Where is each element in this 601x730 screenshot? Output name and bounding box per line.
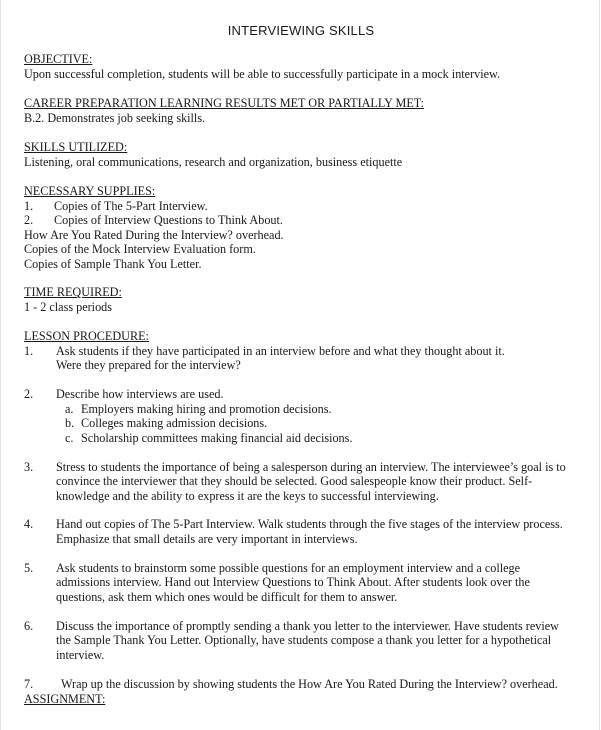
page-title: INTERVIEWING SKILLS (227, 23, 375, 38)
sub-item-label: b. (65, 416, 75, 430)
time-text: 1 - 2 class periods (24, 300, 113, 314)
sub-item-label: a. (65, 402, 74, 416)
step-line: knowledge and the ability to express it are the keys to successful interviewing. (56, 489, 439, 503)
step-line: Ask students if they have participated in an interview before and what they thought about it. (56, 344, 505, 358)
step-line: Stress to students the importance of being a salesperson during an interview. The interviewee’s goal is to (56, 460, 566, 474)
supply-number: 1. (24, 199, 34, 213)
supply-extra: Copies of the Mock Interview Evaluation form. (24, 242, 256, 256)
supply-extra: How Are You Rated During the Interview? overhead. (24, 228, 284, 242)
step-number: 7. (24, 677, 34, 691)
supply-extra: Copies of Sample Thank You Letter. (24, 257, 202, 271)
skills-text: Listening, oral communications, research and organization, business etiquette (24, 155, 403, 169)
step-line: convince the interviewer that they should be selected. Good salespeople know their product. Self- (56, 474, 533, 488)
step-line: the Sample Thank You Letter. Optionally, have students compose a thank you letter for a hypothetical (56, 633, 552, 647)
sub-item: Scholarship committees making financial aid decisions. (81, 431, 353, 445)
sub-item: Employers making hiring and promotion decisions. (81, 402, 332, 416)
sub-item-label: c. (65, 431, 74, 445)
step-number: 6. (24, 619, 34, 633)
career-text: B.2. Demonstrates job seeking skills. (24, 111, 206, 125)
step-line: questions, ask them which ones would be difficult for them to answer. (56, 590, 398, 604)
step-line: Ask students to brainstorm some possible questions for an employment interview and a college (56, 561, 521, 575)
step-number: 2. (24, 387, 34, 401)
step-line: interview. (56, 648, 105, 662)
step-number: 5. (24, 561, 34, 575)
step-number: 3. (24, 460, 34, 474)
supply-number: 2. (24, 213, 34, 227)
objective-heading: OBJECTIVE: (24, 52, 93, 66)
career-heading: CAREER PREPARATION LEARNING RESULTS MET OR PARTIALLY MET: (24, 96, 425, 110)
supply-item: Copies of Interview Questions to Think About. (54, 213, 283, 227)
step-line: Emphasize that small details are very important in interviews. (56, 532, 358, 546)
assignment-heading: ASSIGNMENT: (24, 692, 106, 706)
step-number: 4. (24, 517, 34, 531)
assignment-heading-cutoff (24, 692, 106, 706)
step-line: Discuss the importance of promptly sending a thank you letter to the interviewer. Have students review (56, 619, 559, 633)
objective-text: Upon successful completion, students will be able to successfully participate in a mock interview. (24, 67, 501, 81)
step-number: 1. (24, 344, 34, 358)
step-line: Wrap up the discussion by showing students the How Are You Rated During the Interview? overhead. (61, 677, 558, 691)
step-line: Hand out copies of The 5-Part Interview. Walk students through the five stages of the interview process. (56, 517, 563, 531)
step-line: Were they prepared for the interview? (56, 358, 241, 372)
supply-item: Copies of The 5-Part Interview. (54, 199, 208, 213)
sub-item: Colleges making admission decisions. (81, 416, 268, 430)
step-line: admissions interview. Hand out Interview Questions to Think About. After students look over the (56, 575, 530, 589)
step-line: Describe how interviews are used. (56, 387, 224, 401)
time-heading: TIME REQUIRED: (24, 285, 122, 299)
procedure-heading: LESSON PROCEDURE: (24, 329, 149, 343)
skills-heading: SKILLS UTILIZED: (24, 140, 128, 154)
supplies-heading: NECESSARY SUPPLIES: (24, 184, 156, 198)
